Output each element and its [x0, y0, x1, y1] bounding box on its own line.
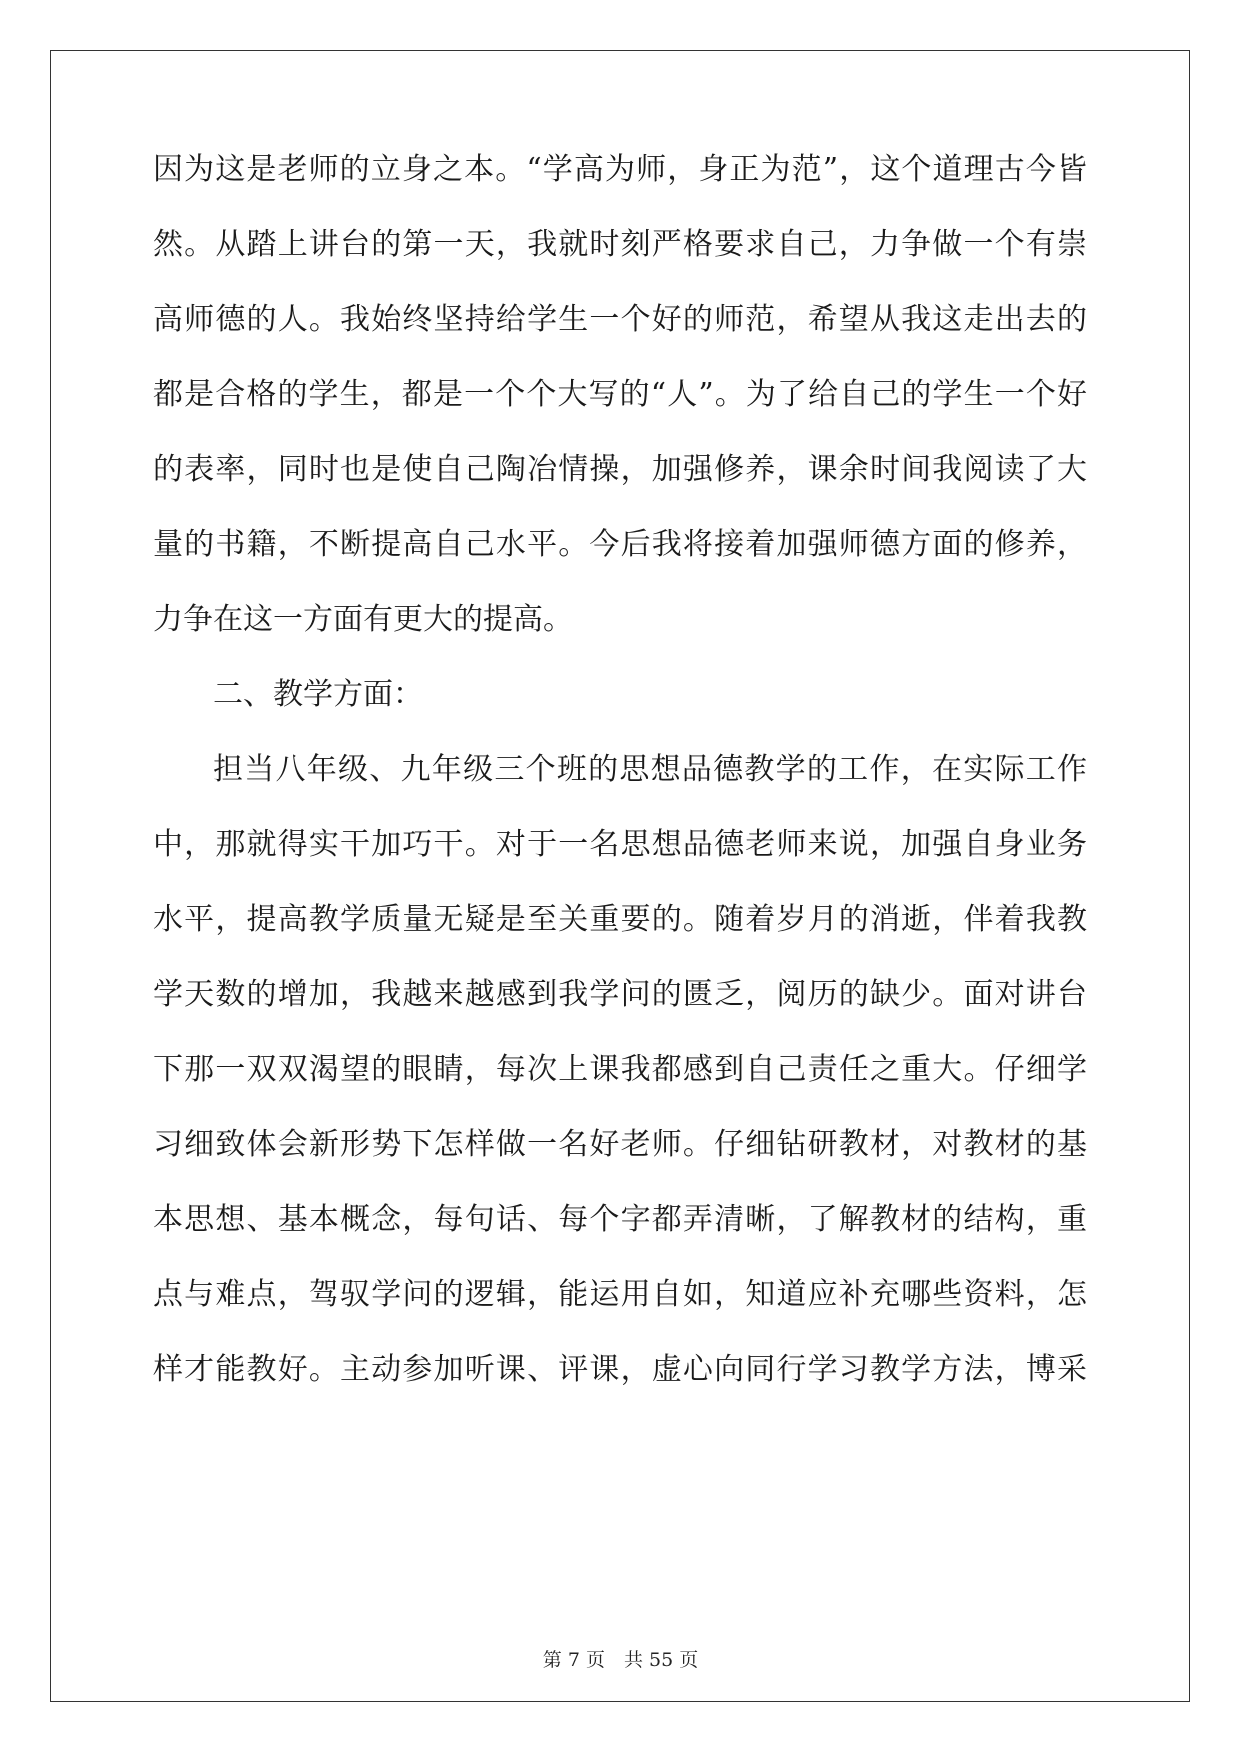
text-line: 量的书籍，不断提高自己水平。今后我将接着加强师德方面的修养，: [153, 527, 1087, 562]
text-line: 力争在这一方面有更大的提高。: [153, 602, 573, 637]
text-line: 的表率，同时也是使自己陶冶情操，加强修养，课余时间我阅读了大: [153, 452, 1087, 487]
section-heading: 二、教学方面：: [213, 677, 423, 712]
text-line: 因为这是老师的立身之本。“学高为师，身正为范”，这个道理古今皆: [153, 152, 1087, 187]
text-line: 点与难点，驾驭学问的逻辑，能运用自如，知道应补充哪些资料，怎: [153, 1277, 1087, 1312]
text-line: 中，那就得实干加巧干。对于一名思想品德老师来说，加强自身业务: [153, 827, 1087, 862]
text-line: 样才能教好。主动参加听课、评课，虚心向同行学习教学方法，博采: [153, 1352, 1087, 1387]
page-border: [50, 50, 1190, 1702]
text-line: 习细致体会新形势下怎样做一名好老师。仔细钻研教材，对教材的基: [153, 1127, 1087, 1162]
text-line: 学天数的增加，我越来越感到我学问的匮乏，阅历的缺少。面对讲台: [153, 977, 1087, 1012]
page-number-footer: 第 7 页 共 55 页: [542, 1649, 699, 1671]
text-line: 都是合格的学生，都是一个个大写的“人”。为了给自己的学生一个好: [153, 377, 1087, 412]
text-line: 水平，提高教学质量无疑是至关重要的。随着岁月的消逝，伴着我教: [153, 902, 1087, 937]
text-line: 担当八年级、九年级三个班的思想品德教学的工作，在实际工作: [213, 752, 1087, 787]
text-line: 高师德的人。我始终坚持给学生一个好的师范，希望从我这走出去的: [153, 302, 1087, 337]
text-line: 本思想、基本概念，每句话、每个字都弄清晰，了解教材的结构，重: [153, 1202, 1087, 1237]
text-line: 下那一双双渴望的眼睛，每次上课我都感到自己责任之重大。仔细学: [153, 1052, 1087, 1087]
text-line: 然。从踏上讲台的第一天，我就时刻严格要求自己，力争做一个有崇: [153, 227, 1087, 262]
